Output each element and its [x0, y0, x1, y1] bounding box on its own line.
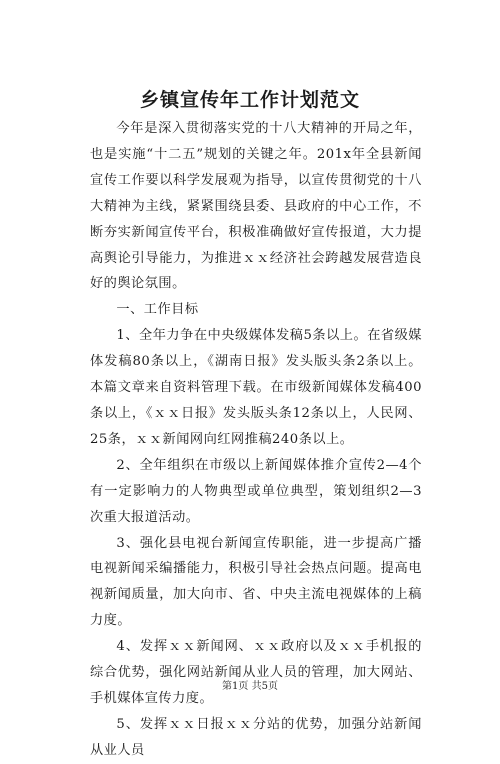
paragraph-goal-5: 5、发挥ｘｘ日报ｘｘ分站的优势，加强分站新闻从业人员: [90, 716, 422, 758]
section-heading-goals: 一、工作目标: [116, 302, 199, 318]
paragraph-goal-1: 1、全年力争在中央级媒体发稿5条以上。在省级媒体发稿80条以上，《湖南日报》发头版头条2条以上。本篇文章来自资料管理下载。在市级新闻媒体发稿400条以上，《ｘｘ日报》发头版头条12条以上，人民网、25条，ｘｘ新闻网向红网推稿240条以上。: [90, 328, 422, 447]
paragraph-intro: 今年是深入贯彻落实党的十八大精神的开局之年，也是实施“十二五”规划的关键之年。201x年全县新闻宣传工作要以科学发展观为指导，以宣传贯彻党的十八大精神为主线，紧紧围绕县委、县政府的中心工作，不断夯实新闻宣传平台，积极准确做好宣传报道，大力提高舆论引导能力，为推进ｘｘ经济社会跨越发展营造良好的舆论氛围。: [90, 121, 422, 292]
document-title: 乡镇宣传年工作计划范文: [139, 89, 360, 111]
paragraph-goal-2: 2、全年组织在市级以上新闻媒体推介宣传2—4个有一定影响力的人物典型或单位典型，策划组织2—3次重大报道活动。: [90, 457, 422, 525]
document-body: [90, 116, 422, 764]
page-number-footer: 第1页 共5页: [222, 681, 278, 692]
paragraph-goal-3: 3、强化县电视台新闻宣传职能，进一步提高广播电视新闻采编播能力，积极引导社会热点问题。提高电视新闻质量，加大向市、省、中央主流电视媒体的上稿力度。: [90, 535, 422, 629]
paragraph-goal-4: 4、发挥ｘｘ新闻网、ｘｘ政府以及ｘｘ手机报的综合优势，强化网站新闻从业人员的管理，加大网站、手机媒体宣传力度。: [90, 639, 422, 706]
